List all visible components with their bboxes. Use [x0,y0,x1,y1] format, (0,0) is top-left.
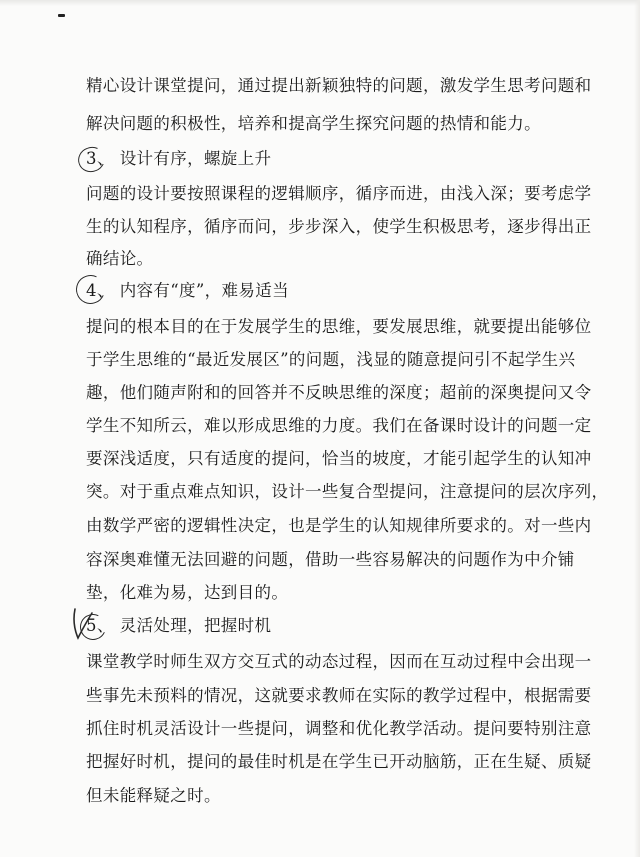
text-line: 确结论。 [86,249,154,268]
text-line: 问题的设计要按照课程的逻辑顺序，循序而进，由浅入深；要考虑学 [86,184,592,203]
text-line: 精心设计课堂提问，通过提出新颖独特的问题，激发学生思考问题和 [86,76,592,95]
section-4-title: 内容有“度”，难易适当 [119,281,289,300]
section-3-title: 设计有序，螺旋上升 [119,149,272,168]
text-line: 解决问题的积极性，培养和提高学生探究问题的热情和能力。 [86,114,541,133]
text-line: 趣，他们随声附和的回答并不反映思维的深度；超前的深奥提问又令 [86,383,592,402]
text-line: 提问的根本目的在于发展学生的思维，要发展思维，就要提出能够位 [86,317,592,336]
text-line: 把握好时机，提问的最佳时机是在学生已开动脑筋，正在生疑、质疑 [86,752,592,771]
section-5-number: 5、 [86,616,114,635]
text-line: 要深浅适度，只有适度的提问，恰当的坡度，才能引起学生的认知冲 [86,449,592,468]
text-line: 突。对于重点难点知识，设计一些复合型提问，注意提问的层次序列， [86,482,609,501]
text-line: 课堂教学时师生双方交互式的动态过程，因而在互动过程中会出现一 [86,652,592,671]
text-line: 容深奥难懂无法回避的问题，借助一些容易解决的问题作为中介铺 [86,550,575,569]
section-3-heading [86,149,271,169]
section-5-title: 灵活处理，把握时机 [119,616,272,635]
text-line: 由数学严密的逻辑性决定，也是学生的认知规律所要求的。对一些内 [86,516,592,535]
text-line: 些事先未预料的情况，这就要求教师在实际的教学过程中，根据需要 [86,686,592,705]
text-line: 学生不知所云，难以形成思维的力度。我们在备课时设计的问题一定 [86,416,592,435]
text-line: 但未能释疑之时。 [86,786,221,805]
text-line: 于学生思维的“最近发展区”的问题，浅显的随意提问引不起学生兴 [86,350,576,369]
section-4-number: 4、 [86,281,114,300]
section-5-heading [86,616,271,636]
text-line: 垫，化难为易，达到目的。 [86,583,289,602]
section-4-heading [86,281,289,301]
text-line: 抓住时机灵活设计一些提问，调整和优化教学活动。提问要特别注意 [86,719,592,738]
section-3-number: 3、 [86,149,114,168]
text-line: 生的认知程序，循序而问，步步深入，使学生积极思考，逐步得出正 [86,217,592,236]
